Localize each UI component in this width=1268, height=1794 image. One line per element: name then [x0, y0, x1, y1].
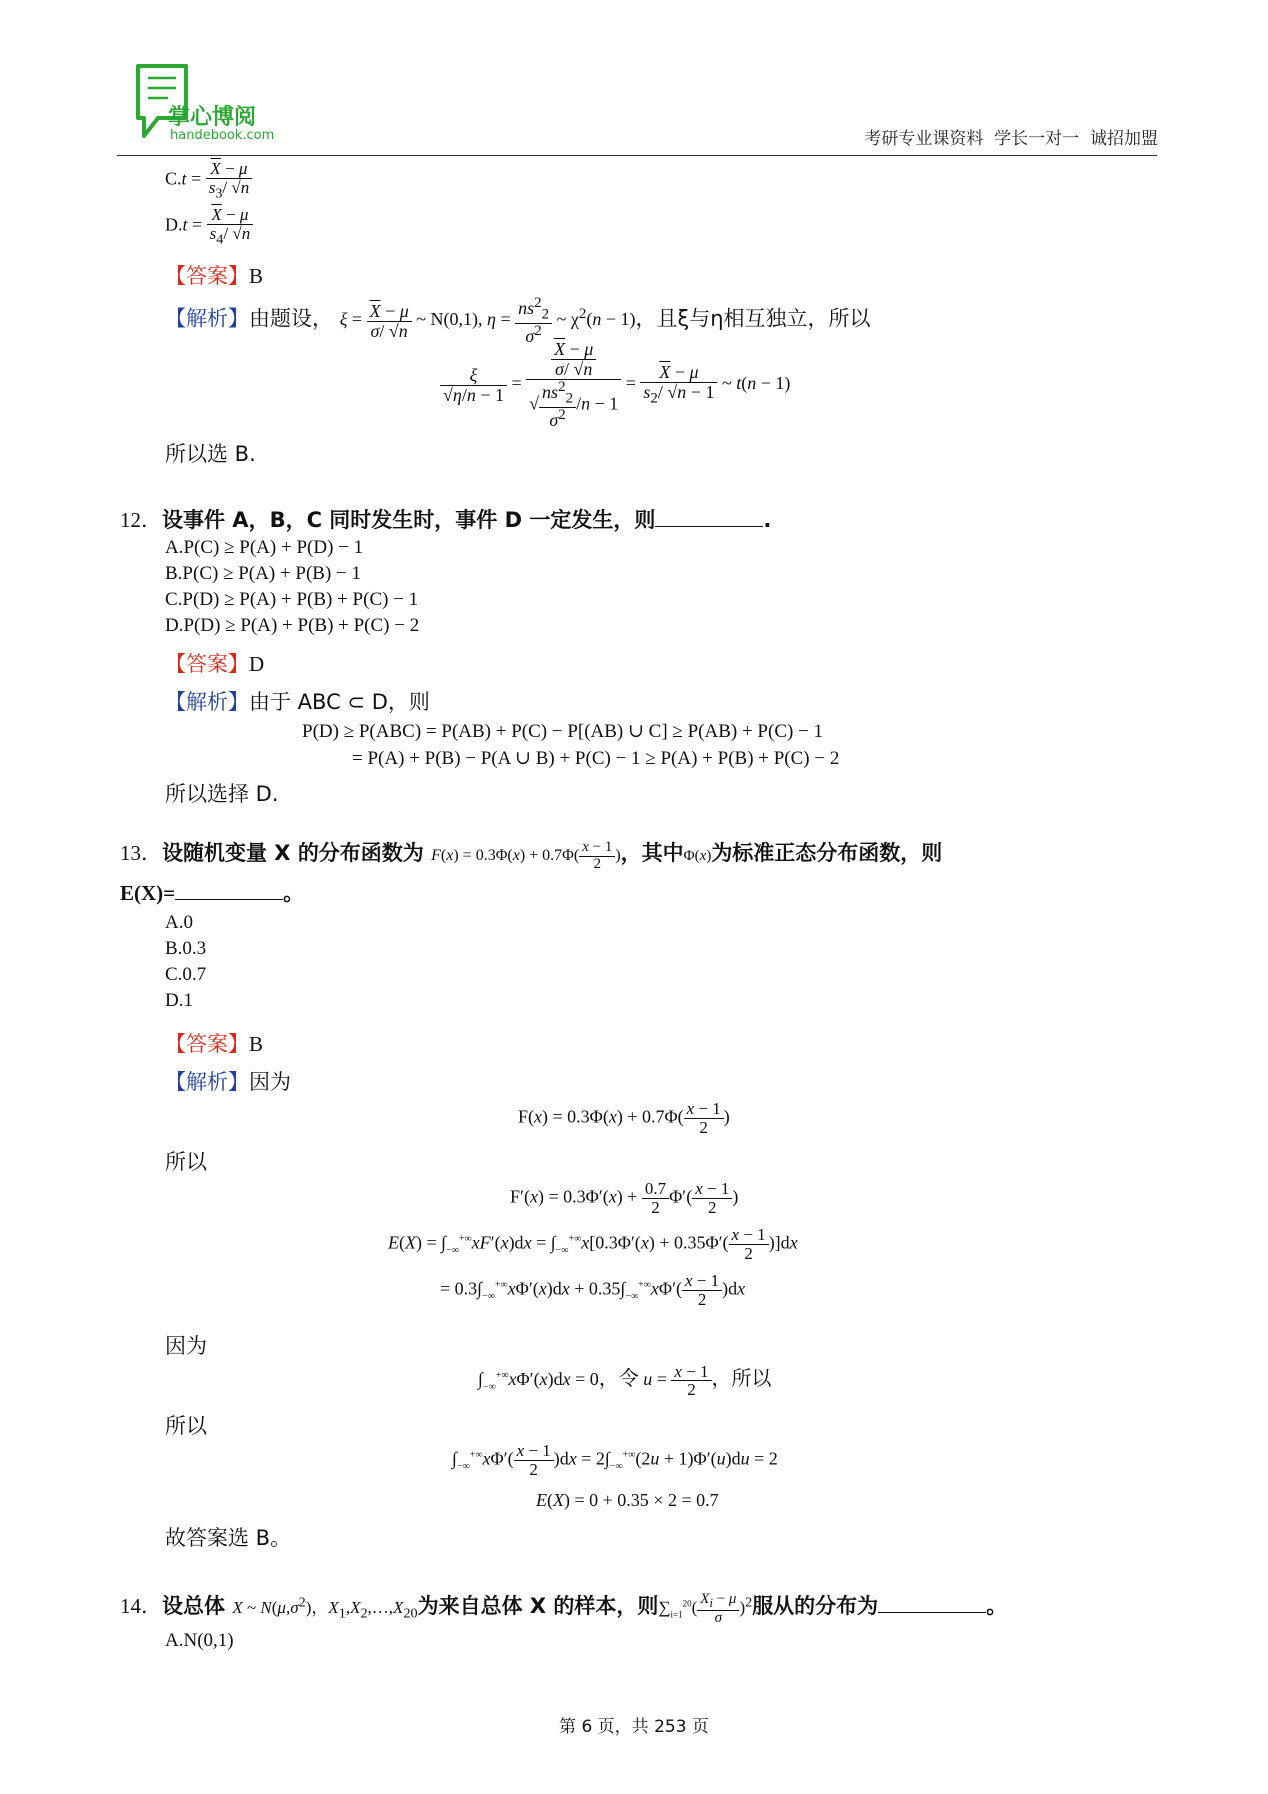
q13-eq-derivative: F′(x) = 0.3Φ′(x) + $\frac{0.7}{2}$ Φ′( $\frac{x - 1}{2}$ ): [510, 1179, 739, 1217]
q11-explanation: 【解析】由题设， ξ = $\frac{\overline{X} - \mu}{\sigma/ √n}$ ~ N(0,1), η = $\frac{ns^2_2}{\sigma^2}$ ~ $\chi^2(n - 1)$，且ξ与η相互独立，所以: [165, 295, 871, 347]
q13-eq-ex2: = $0.3\int_{-\infty}^{+\infty}x\Phi'(x)dx + 0.35\int_{-\infty}^{+\infty}x\Phi'$( $\frac{x - 1}{2}$ )dx: [440, 1271, 746, 1309]
q12-explanation: 【解析】由于 ABC ⊂ D，则: [165, 690, 430, 714]
q13-eq-ex1: $E(X) = \int_{-\infty}^{+\infty}xF'(x)dx = \int_{-\infty}^{+\infty}x[0.3\Phi'(x) + 0.35\Phi'$( $\frac{x - 1}{2}$ )]dx: [388, 1225, 798, 1263]
q13-stem: 13．设随机变量 X 的分布函数为 F(x) = 0.3Φ(x) + 0.7Φ( $\frac{x - 1}{2}$ )，其中Φ(x)为标准正态分布函数，则: [120, 839, 943, 872]
explain-tag: 【解析】: [165, 306, 249, 331]
q12-eq-line1: P(D) ≥ P(ABC) = P(AB) + P(C) − P[(AB) ∪ C] ≥ P(AB) + P(C) − 1: [302, 721, 824, 742]
answer-tag: 【答案】: [165, 264, 249, 288]
q12-option-d: D.P(D) ≥ P(A) + P(B) + P(C) − 2: [165, 615, 420, 636]
header-logo: [118, 60, 278, 146]
q13-option-b: B.0.3: [165, 938, 207, 959]
logo-url: handebook.com: [170, 128, 275, 143]
q13-eq-sub: $\int_{-\infty}^{+\infty}x\Phi'$( $\frac{x - 1}{2}$ )$dx = 2\int_{-\infty}^{+\infty}(2u + 1)\Phi'(u)du = 2$: [452, 1441, 778, 1479]
q12-answer: 【答案】D: [165, 652, 265, 676]
q14-stem: 14．设总体 X ~ $N(\mu,\sigma^2)$，$X_1,X_2,\dots,X_{20}$为来自总体 X 的样本，则$\sum_{i=1}^{20}$( $\frac{X_i - \mu}{\sigma}$ )$^2$服从的分布为 。: [120, 1590, 1008, 1626]
q13-explanation: 【解析】因为: [165, 1070, 291, 1094]
q13-so2: 所以: [165, 1414, 207, 1438]
logo-text: 掌心博阅: [168, 105, 257, 130]
q13-conclusion: 故答案选 B。: [165, 1526, 292, 1550]
explain-tag: 【解析】: [165, 1070, 249, 1094]
q13-so1: 所以: [165, 1150, 207, 1174]
q13-because2: 因为: [165, 1334, 207, 1358]
q12-eq-line2: = P(A) + P(B) − P(A ∪ B) + P(C) − 1 ≥ P(A) + P(B) + P(C) − 2: [352, 748, 840, 769]
page-number: 第 6 页，共 253 页: [559, 1717, 709, 1737]
q12-conclusion: 所以选择 D.: [165, 782, 279, 806]
q11-answer: 【答案】B: [165, 264, 264, 288]
q13-eq-fx: F(x) = 0.3Φ(x) + 0.7Φ( $\frac{x - 1}{2}$ ): [518, 1099, 730, 1137]
q11-conclusion: 所以选 B.: [165, 442, 256, 466]
q11-equation: $\frac{\xi}{√\eta/n - 1}$ = $\frac{\overline{X} - \mu}{\sigma/ √n}$ √ $\frac{ns^2_2}{\sigma^2}$ /n − 1 = $\frac{\overline{X} - \mu}{s_2/ √n - 1}$ ~ t(n − 1): [440, 340, 790, 430]
explain-tag: 【解析】: [165, 690, 249, 714]
header-tagline: 考研专业课资料 学长一对一 诚招加盟: [864, 129, 1158, 149]
answer-tag: 【答案】: [165, 652, 249, 676]
q13-eq-final: E(X) = 0 + 0.35 × 2 = 0.7: [536, 1490, 719, 1510]
q13-option-d: D.1: [165, 990, 193, 1011]
header-divider: [117, 155, 1157, 156]
q13-eq-zero: $\int_{-\infty}^{+\infty}x\Phi'(x)dx = 0$，令 u = $\frac{x - 1}{2}$ ，所以: [478, 1361, 772, 1400]
q13-option-a: A.0: [165, 912, 193, 933]
q13-stem-line2: E(X)= 。: [120, 881, 305, 905]
q11-option-d: D.t = $\frac{\overline{X} - \mu}{s_4/ √n}$: [165, 206, 253, 247]
q11-option-c: C.t = $\frac{\overline{X} - \mu}{s_3/ √n}$: [165, 160, 252, 201]
q13-answer: 【答案】B: [165, 1032, 264, 1056]
answer-tag: 【答案】: [165, 1032, 249, 1056]
q12-stem: 12．设事件 A，B，C 同时发生时，事件 D 一定发生，则 .: [120, 508, 772, 532]
q12-option-b: B.P(C) ≥ P(A) + P(B) − 1: [165, 563, 362, 584]
q12-option-a: A.P(C) ≥ P(A) + P(D) − 1: [165, 537, 364, 558]
q12-option-c: C.P(D) ≥ P(A) + P(B) + P(C) − 1: [165, 589, 419, 610]
q14-option-a: A.N(0,1): [165, 1630, 234, 1651]
q13-option-c: C.0.7: [165, 964, 207, 985]
